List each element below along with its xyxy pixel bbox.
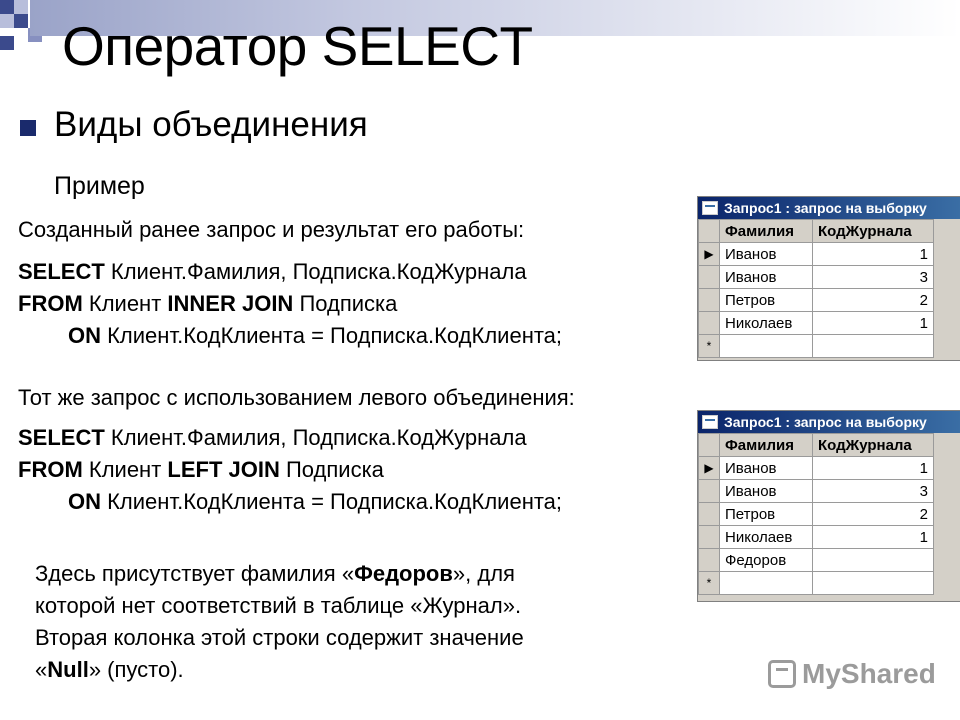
myshared-logo-text: MyShared <box>802 658 936 689</box>
table-row <box>699 243 934 266</box>
cell-surname[interactable]: Николаев <box>720 312 813 335</box>
column-header-journal-code[interactable]: КодЖурнала <box>813 220 934 243</box>
cell-surname[interactable]: Петров <box>720 289 813 312</box>
cell-code[interactable]: 2 <box>813 289 934 312</box>
cell-surname[interactable] <box>720 572 813 595</box>
block2-intro: Тот же запрос с использованием левого объединения: <box>18 385 575 410</box>
datasheet-icon <box>702 415 718 429</box>
window-titlebar[interactable] <box>698 197 960 219</box>
block2-sql <box>18 422 562 518</box>
cell-surname[interactable] <box>720 335 813 358</box>
query-result-window-left-join[interactable] <box>697 410 960 602</box>
new-record-asterisk-icon[interactable]: * <box>699 335 720 358</box>
table-row <box>699 503 934 526</box>
cell-code[interactable] <box>813 335 934 358</box>
slide-title: Оператор SELECT <box>62 15 533 77</box>
cell-code[interactable]: 1 <box>813 243 934 266</box>
cell-code[interactable] <box>813 549 934 572</box>
myshared-logo <box>768 658 936 690</box>
cell-code[interactable] <box>813 572 934 595</box>
sql-line-on: ON Клиент.КодКлиента = Подписка.КодКлиента; <box>68 323 563 348</box>
result-grid[interactable] <box>698 433 934 595</box>
column-header-surname[interactable]: Фамилия <box>720 434 813 457</box>
sql-line-select: SELECT Клиент.Фамилия, Подписка.КодЖурнала <box>18 259 527 284</box>
cell-surname[interactable]: Николаев <box>720 526 813 549</box>
cell-code[interactable]: 1 <box>813 526 934 549</box>
new-record-row <box>699 335 934 358</box>
column-header-surname[interactable]: Фамилия <box>720 220 813 243</box>
row-selector[interactable] <box>699 503 720 526</box>
window-title: Запрос1 : запрос на выборку <box>724 200 927 216</box>
header-row <box>699 220 934 243</box>
corner-cell[interactable] <box>699 220 720 243</box>
sql-line-from: FROM Клиент LEFT JOIN Подписка <box>18 457 384 482</box>
row-selector[interactable] <box>699 266 720 289</box>
table-row <box>699 457 934 480</box>
decor-square <box>0 36 14 50</box>
cell-surname[interactable]: Федоров <box>720 549 813 572</box>
cell-surname[interactable]: Иванов <box>720 243 813 266</box>
cell-surname[interactable]: Иванов <box>720 266 813 289</box>
corner-cell[interactable] <box>699 434 720 457</box>
block1-intro: Созданный ранее запрос и результат его работы: <box>18 217 525 242</box>
block1-sql <box>18 256 562 352</box>
sql-line-select: SELECT Клиент.Фамилия, Подписка.КодЖурнала <box>18 425 527 450</box>
cell-code[interactable]: 1 <box>813 457 934 480</box>
sql-line-on: ON Клиент.КодКлиента = Подписка.КодКлиента; <box>68 489 563 514</box>
new-record-row <box>699 572 934 595</box>
current-record-arrow-icon[interactable]: ▶ <box>699 243 720 266</box>
current-record-arrow-icon[interactable]: ▶ <box>699 457 720 480</box>
decor-square <box>0 14 14 28</box>
decor-square <box>14 14 28 28</box>
table-row <box>699 312 934 335</box>
sql-line-from: FROM Клиент INNER JOIN Подписка <box>18 291 398 316</box>
row-selector[interactable] <box>699 526 720 549</box>
table-row <box>699 289 934 312</box>
window-title: Запрос1 : запрос на выборку <box>724 414 927 430</box>
row-selector[interactable] <box>699 289 720 312</box>
table-row <box>699 266 934 289</box>
row-selector[interactable] <box>699 312 720 335</box>
window-titlebar[interactable] <box>698 411 960 433</box>
table-row <box>699 549 934 572</box>
myshared-logo-icon <box>768 660 796 688</box>
cell-surname[interactable]: Иванов <box>720 457 813 480</box>
datasheet-icon <box>702 201 718 215</box>
decor-square <box>14 0 28 14</box>
cell-code[interactable]: 3 <box>813 480 934 503</box>
table-row <box>699 480 934 503</box>
row-selector[interactable] <box>699 480 720 503</box>
query-result-window-inner-join[interactable] <box>697 196 960 361</box>
column-header-journal-code[interactable]: КодЖурнала <box>813 434 934 457</box>
cell-code[interactable]: 2 <box>813 503 934 526</box>
decor-square <box>0 0 14 14</box>
row-selector[interactable] <box>699 549 720 572</box>
table-row <box>699 526 934 549</box>
new-record-asterisk-icon[interactable]: * <box>699 572 720 595</box>
example-label: Пример <box>54 172 145 200</box>
result-grid[interactable] <box>698 219 934 358</box>
cell-surname[interactable]: Иванов <box>720 480 813 503</box>
cell-code[interactable]: 3 <box>813 266 934 289</box>
cell-code[interactable]: 1 <box>813 312 934 335</box>
explanation-note: Здесь присутствует фамилия «Федоров», для которой нет соответствий в таблице «Журнал». Вторая колонка этой строки содержит значение «Null» (пусто). <box>35 561 524 682</box>
cell-surname[interactable]: Петров <box>720 503 813 526</box>
bullet-square-icon <box>20 120 36 136</box>
slide-subtitle: Виды объединения <box>54 105 368 144</box>
header-row <box>699 434 934 457</box>
